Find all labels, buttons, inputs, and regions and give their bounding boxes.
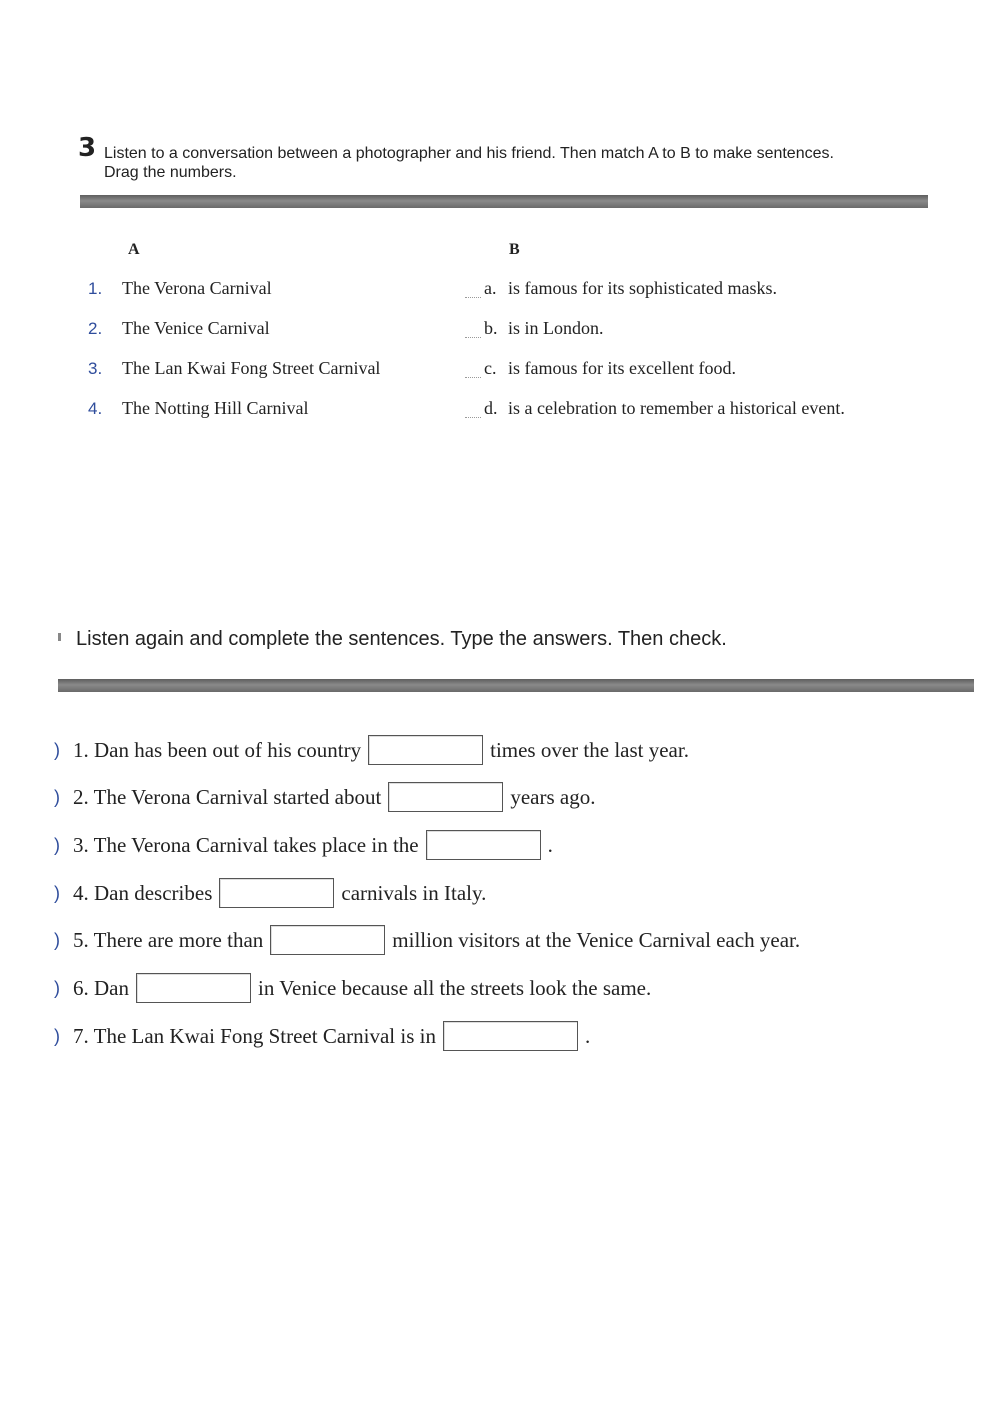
sentence-end: carnivals in Italy. — [341, 880, 487, 905]
bullet-mark: ) — [54, 977, 60, 998]
sentence-start: 5. There are more than — [73, 927, 264, 952]
item-number[interactable]: 3. — [88, 359, 103, 378]
sentence-row — [54, 1018, 590, 1054]
sentence-row — [54, 875, 486, 911]
sentence-end: . — [584, 1023, 591, 1048]
section-divider — [80, 195, 928, 208]
sentence-end: . — [547, 832, 553, 857]
answer-input[interactable] — [388, 782, 503, 812]
bullet-mark: ) — [54, 1025, 60, 1046]
item-text: is famous for its sophisticated masks. — [508, 278, 777, 298]
sentence-end: million visitors at the Venice Carnival each year. — [392, 927, 801, 952]
match-item-b — [465, 358, 736, 382]
match-item-b — [465, 278, 777, 302]
bullet-mark: ) — [54, 882, 60, 903]
drop-target[interactable] — [465, 285, 481, 298]
item-text: is in London. — [508, 318, 604, 338]
drop-target[interactable] — [465, 325, 481, 338]
sentence-row — [54, 779, 595, 815]
column-a-header: A — [128, 241, 140, 258]
item-text: is a celebration to remember a historical event. — [508, 398, 845, 418]
column-b-header: B — [509, 241, 520, 258]
item-letter: c. — [484, 358, 497, 378]
match-item-b — [465, 398, 845, 422]
instruction-line-2: Drag the numbers. — [104, 164, 237, 181]
bullet-mark: ) — [54, 834, 60, 855]
sentence-row — [54, 827, 553, 863]
sentence-start: 2. The Verona Carnival started about — [73, 784, 382, 809]
match-item-a[interactable] — [88, 278, 272, 302]
item-text: is famous for its excellent food. — [508, 358, 736, 378]
sentence-end: years ago. — [510, 784, 596, 809]
item-number[interactable]: 1. — [88, 279, 103, 298]
item-number[interactable]: 4. — [88, 399, 103, 418]
match-item-a[interactable] — [88, 318, 270, 342]
bullet-mark: ) — [54, 929, 60, 950]
sentence-end: times over the last year. — [490, 737, 689, 762]
sentence-row — [54, 970, 651, 1006]
drop-target[interactable] — [465, 405, 481, 418]
bullet-mark: ) — [54, 739, 60, 760]
sentence-start: 4. Dan describes — [73, 880, 213, 905]
sentence-row — [54, 732, 689, 768]
sentence-start: 1. Dan has been out of his country — [73, 737, 362, 762]
item-letter: d. — [484, 398, 498, 418]
answer-input[interactable] — [426, 830, 541, 860]
instruction-line-1: Listen to a conversation between a photographer and his friend. Then match A to B to make sentences. — [104, 145, 834, 162]
answer-input[interactable] — [443, 1021, 578, 1051]
match-item-b — [465, 318, 604, 342]
answer-input[interactable] — [270, 925, 385, 955]
bullet-mark — [58, 633, 61, 641]
section-divider — [58, 679, 974, 692]
drop-target[interactable] — [465, 365, 481, 378]
exercise2-instruction: Listen again and complete the sentences. Type the answers. Then check. — [76, 628, 727, 650]
item-letter: a. — [484, 278, 497, 298]
item-text: The Notting Hill Carnival — [122, 398, 309, 418]
sentence-end: in Venice because all the streets look the same. — [258, 975, 652, 1000]
bullet-mark: ) — [54, 786, 60, 807]
item-number[interactable]: 2. — [88, 319, 103, 338]
exercise1-instruction — [104, 144, 944, 182]
match-item-a[interactable] — [88, 358, 380, 382]
sentence-start: 7. The Lan Kwai Fong Street Carnival is in — [73, 1023, 436, 1048]
item-text: The Verona Carnival — [122, 278, 272, 298]
answer-input[interactable] — [219, 878, 334, 908]
item-text: The Venice Carnival — [122, 318, 270, 338]
item-text: The Lan Kwai Fong Street Carnival — [122, 358, 381, 378]
answer-input[interactable] — [368, 735, 483, 765]
match-item-a[interactable] — [88, 398, 308, 422]
item-letter: b. — [484, 318, 498, 338]
sentence-row — [54, 922, 800, 958]
exercise-number: 3 — [78, 133, 97, 163]
sentence-start: 6. Dan — [73, 975, 129, 1000]
answer-input[interactable] — [136, 973, 251, 1003]
sentence-start: 3. The Verona Carnival takes place in the — [73, 832, 419, 857]
